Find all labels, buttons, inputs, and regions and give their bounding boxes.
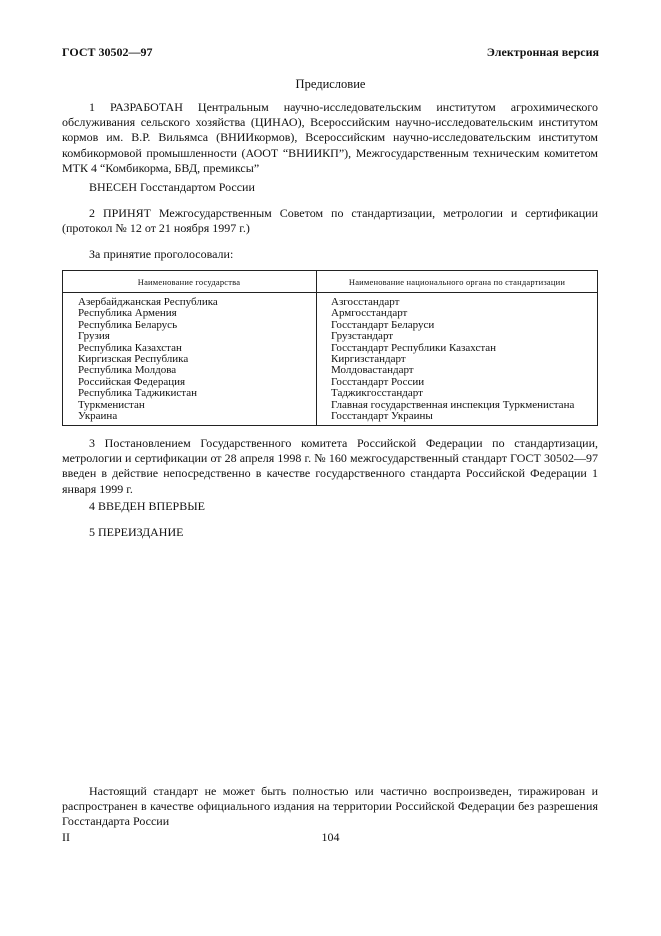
foreword-title: Предисловие bbox=[295, 77, 366, 91]
table-cell-body: Киргизстандарт bbox=[331, 353, 406, 366]
table-cell-state: Киргизская Республика bbox=[78, 353, 189, 366]
table-cell-body: Грузстандарт bbox=[331, 330, 394, 343]
table-cell-body: Молдовастандарт bbox=[331, 364, 414, 377]
table-cell-body: Госстандарт Украины bbox=[331, 410, 433, 423]
table-header-state: Наименование государства bbox=[137, 277, 241, 287]
table-cell-body: Азгосстандарт bbox=[331, 296, 400, 308]
table-cell-body: Госстандарт Беларуси bbox=[331, 318, 435, 331]
section-first-time: 4 ВВЕДЕН ВПЕРВЫЕ bbox=[89, 499, 205, 513]
table-header-divider bbox=[62, 292, 598, 293]
roman-page-number: II bbox=[62, 830, 70, 844]
section-decree: 3 Постановлением Государственного комитета Российской Федерации по стандартизации, метрологии и сертификации от 28 апреля 1998 г. № 160 межгосударственный стандарт ГОСТ 30502—97 введен в действие непосредственно в качестве государственного стандарта Российской Федерации 1 января 1999 г. bbox=[62, 436, 598, 496]
table-header-body: Наименование национального органа по стандартизации bbox=[348, 277, 566, 287]
table-cell-state: Республика Таджикистан bbox=[78, 387, 197, 400]
table-cell-body: Таджикгосстандарт bbox=[331, 387, 423, 400]
table-column-states bbox=[78, 297, 218, 422]
page-number: 104 bbox=[321, 830, 340, 844]
copyright-notice: Настоящий стандарт не может быть полностью или частично воспроизведен, тиражирован и распространен в качестве официального издания на территории Российской Федерации без разрешения Госстандарта России bbox=[62, 784, 598, 829]
table-cell-body: Главная государственная инспекция Туркменистана bbox=[331, 398, 575, 411]
table-cell-body: Армгосстандарт bbox=[331, 307, 408, 320]
section-developed: 1 РАЗРАБОТАН Центральным научно-исследовательским институтом агрохимического обслуживания сельского хозяйства (ЦИНАО), Всероссийским научно-исследовательским институтом кормов им. В.Р. Вильямса (ВНИИкормов), Всероссийским научно-исследовательским институтом комбикормовой промышленности (АООТ “ВНИИКП”), Межгосударственным техническим комитетом МТК 4 “Комбикорма, БВД, премиксы” bbox=[62, 100, 598, 175]
edition-label: Электронная версия bbox=[486, 45, 599, 59]
table-cell-state: Республика Беларусь bbox=[78, 318, 178, 331]
table-column-bodies bbox=[331, 297, 574, 422]
table-cell-body: Госстандарт России bbox=[331, 375, 425, 388]
voted-label: За принятие проголосовали: bbox=[89, 247, 234, 261]
section-reissue: 5 ПЕРЕИЗДАНИЕ bbox=[89, 525, 184, 539]
table-cell-state: Грузия bbox=[78, 330, 110, 343]
table-cell-state: Российская Федерация bbox=[78, 375, 186, 388]
table-cell-state: Туркменистан bbox=[78, 398, 145, 411]
section-introduced: ВНЕСЕН Госстандартом России bbox=[89, 180, 255, 194]
table-cell-body: Госстандарт Республики Казахстан bbox=[331, 341, 497, 354]
table-cell-state: Украина bbox=[78, 410, 118, 423]
table-cell-state: Республика Армения bbox=[78, 307, 177, 320]
section-adopted: 2 ПРИНЯТ Межгосударственным Советом по стандартизации, метрологии и сертификации (протокол № 12 от 21 ноября 1997 г.) bbox=[62, 206, 598, 236]
table-column-divider bbox=[316, 270, 317, 426]
table-cell-state: Республика Казахстан bbox=[78, 341, 182, 354]
standard-code: ГОСТ 30502—97 bbox=[62, 45, 153, 59]
table-cell-state: Азербайджанская Республика bbox=[78, 296, 218, 308]
table-cell-state: Республика Молдова bbox=[78, 364, 177, 377]
